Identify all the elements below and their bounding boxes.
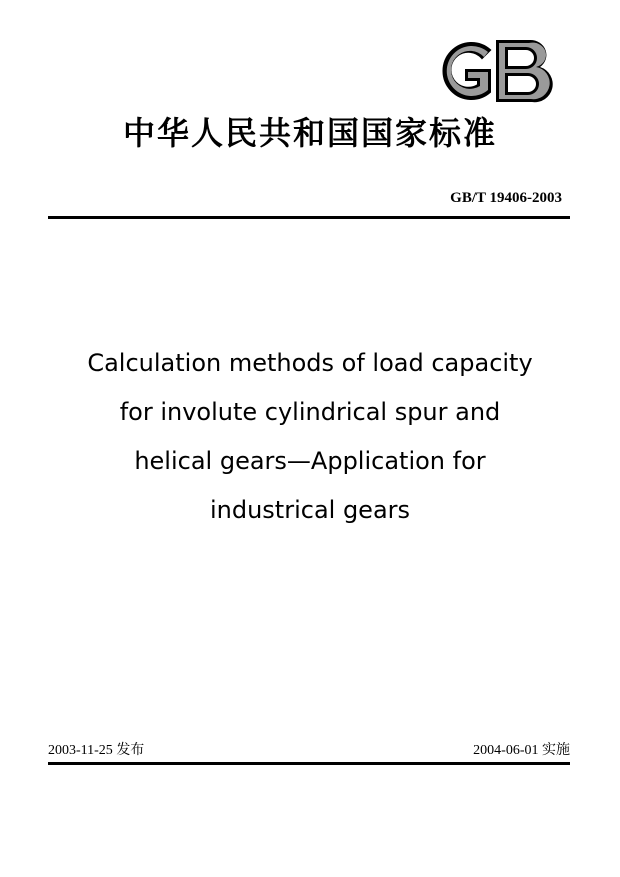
issue-info [48, 742, 144, 760]
effective-date: 2004-06-01 [473, 743, 539, 758]
gb-logo [426, 36, 558, 106]
effective-label: 实施 [542, 743, 570, 758]
header-rule [48, 216, 570, 219]
issue-date: 2003-11-25 [48, 743, 113, 758]
title-line-4: industrical gears [209, 496, 411, 524]
title-line-2: for involute cylindrical spur and [119, 398, 501, 426]
title-line-3: helical gears—Application for [134, 447, 486, 475]
effective-info [473, 742, 570, 760]
standard-number: GB/T 19406-2003 [450, 190, 562, 206]
organization-title: 中华人民共和国国家标准 [122, 114, 497, 152]
issue-label: 发布 [116, 743, 145, 758]
title-line-1: Calculation methods of load capacity [87, 349, 533, 377]
document-title [40, 339, 580, 535]
footer-rule [48, 762, 570, 765]
